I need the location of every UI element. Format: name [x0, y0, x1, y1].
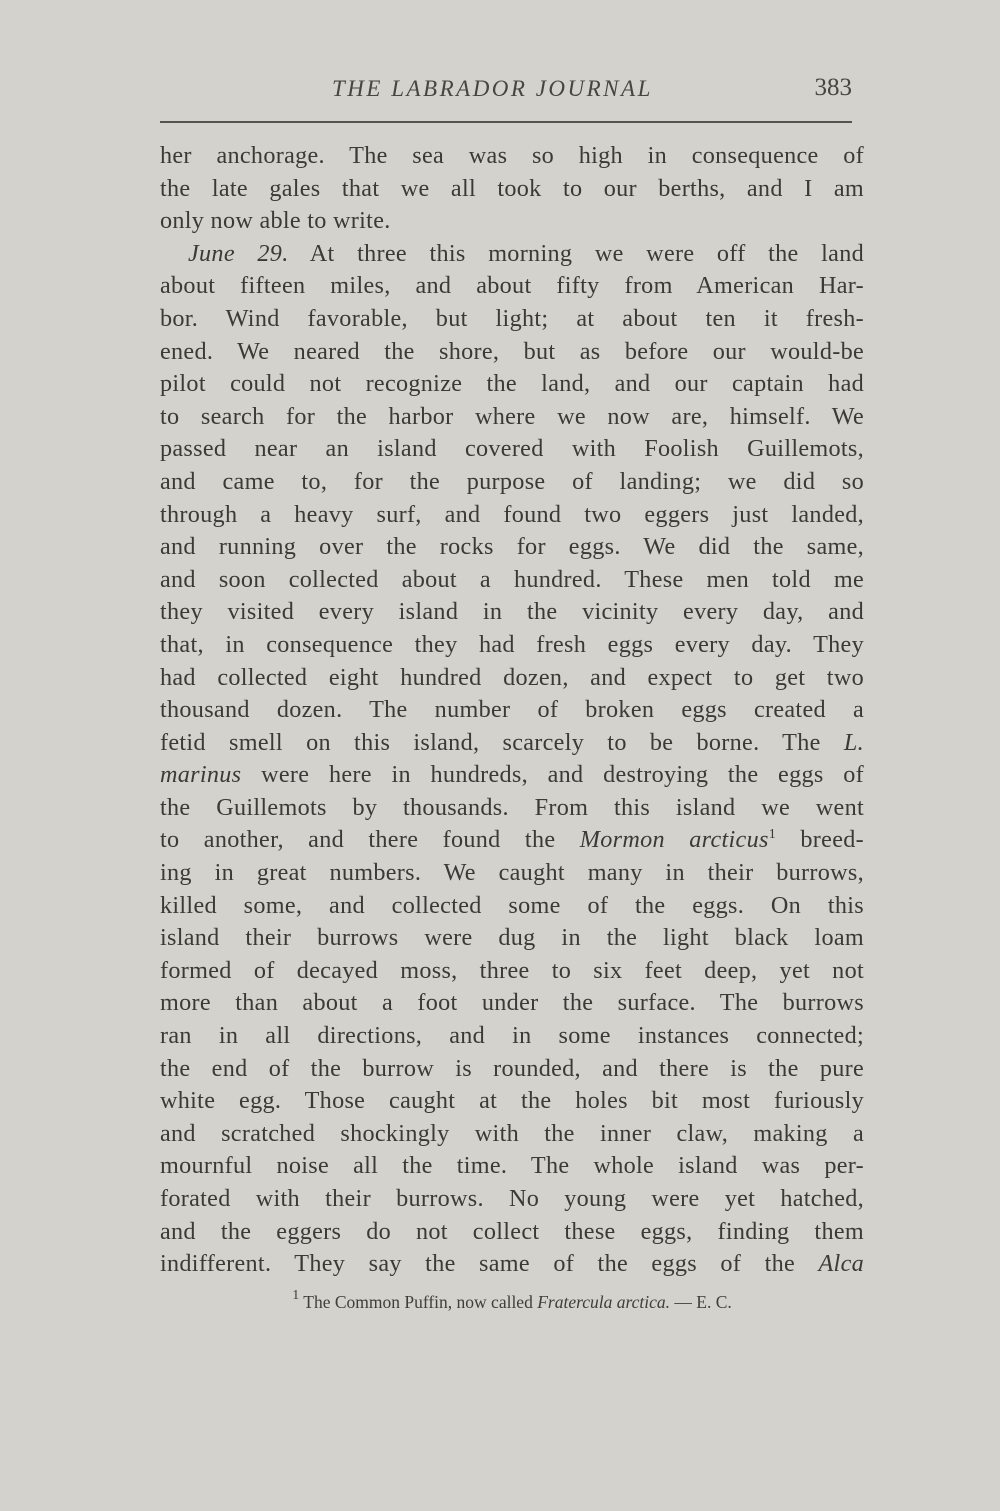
text-line: about fifteen miles, and about fifty from American Har- — [160, 272, 864, 300]
text-line — [160, 824, 864, 857]
page-number: 383 — [814, 74, 852, 101]
footnote-marker: 1 — [768, 827, 777, 843]
species-name: Alca — [818, 1250, 864, 1278]
text-line: bor. Wind favorable, but light; at about ten it fresh- — [160, 304, 864, 332]
text-segment: At three this morning we were off the land — [309, 239, 864, 267]
text-line — [160, 1248, 864, 1281]
text-line: the end of the burrow is rounded, and there is the pure — [160, 1054, 864, 1082]
text-line: white egg. Those caught at the holes bit most furiously — [160, 1087, 864, 1115]
text-line — [160, 759, 864, 792]
text-line: had collected eight hundred dozen, and expect to get two — [160, 663, 864, 691]
text-line: thousand dozen. The number of broken eggs created a — [160, 696, 864, 724]
text-line: through a heavy surf, and found two eggers just landed, — [160, 500, 864, 528]
footnote-credit: — E. C. — [674, 1292, 732, 1312]
text-line: and soon collected about a hundred. These men told me — [160, 565, 864, 593]
footnote-species-name: Fratercula arctica. — [537, 1292, 671, 1312]
text-line: her anchorage. The sea was so high in consequence of — [160, 142, 864, 169]
text-line: and scratched shockingly with the inner claw, making a — [160, 1119, 864, 1147]
footnote-text: The Common Puffin, now called — [303, 1292, 533, 1312]
body-text — [160, 140, 864, 1281]
text-line — [160, 727, 864, 760]
text-line: to search for the harbor where we now are, himself. We — [160, 402, 864, 430]
text-line: they visited every island in the vicinity every day, and — [160, 598, 864, 626]
species-name: Mormon arcticus — [579, 826, 769, 854]
text-line: and running over the rocks for eggs. We did the same, — [160, 533, 864, 561]
text-segment: breed- — [800, 826, 864, 854]
text-line: pilot could not recognize the land, and our captain had — [160, 370, 864, 398]
text-line: and came to, for the purpose of landing; we did so — [160, 467, 864, 495]
text-line: that, in consequence they had fresh eggs every day. They — [160, 630, 864, 658]
text-line: only now able to write. — [160, 207, 391, 235]
species-name: marinus — [160, 761, 242, 789]
running-title: THE LABRADOR JOURNAL — [332, 76, 653, 101]
text-line: the late gales that we all took to our berths, and I am — [160, 174, 864, 202]
text-line: forated with their burrows. No young were yet hatched, — [160, 1185, 864, 1212]
text-line: mournful noise all the time. The whole island was per- — [160, 1152, 864, 1180]
text-line: island their burrows were dug in the light black loam — [160, 924, 864, 952]
text-line: more than about a foot under the surface. The burrows — [160, 989, 864, 1017]
text-line: passed near an island covered with Foolish Guillemots, — [160, 435, 864, 463]
text-segment: to another, and there found the — [160, 826, 556, 854]
text-line: formed of decayed moss, three to six feet deep, yet not — [160, 956, 864, 984]
text-line — [160, 238, 864, 271]
text-line: ran in all directions, and in some instances connected; — [160, 1022, 864, 1050]
species-name: L. — [843, 728, 864, 756]
text-line: the Guillemots by thousands. From this island we went — [160, 793, 864, 821]
header-rule — [160, 121, 852, 123]
text-line: killed some, and collected some of the eggs. On this — [160, 891, 864, 919]
running-header — [160, 72, 852, 112]
text-line: ened. We neared the shore, but as before our would-be — [160, 337, 864, 365]
footnote-mark: 1 — [292, 1288, 300, 1303]
text-line: and the eggers do not collect these eggs, finding them — [160, 1217, 864, 1245]
text-segment: indifferent. They say the same of the eggs of the — [160, 1250, 796, 1278]
text-line: ing in great numbers. We caught many in their burrows, — [160, 859, 864, 887]
text-segment: fetid smell on this island, scarcely to be borne. The — [160, 728, 821, 756]
text-segment: were here in hundreds, and destroying the eggs of — [261, 761, 864, 789]
footnote — [160, 1288, 864, 1313]
entry-date: June 29. — [188, 239, 289, 267]
